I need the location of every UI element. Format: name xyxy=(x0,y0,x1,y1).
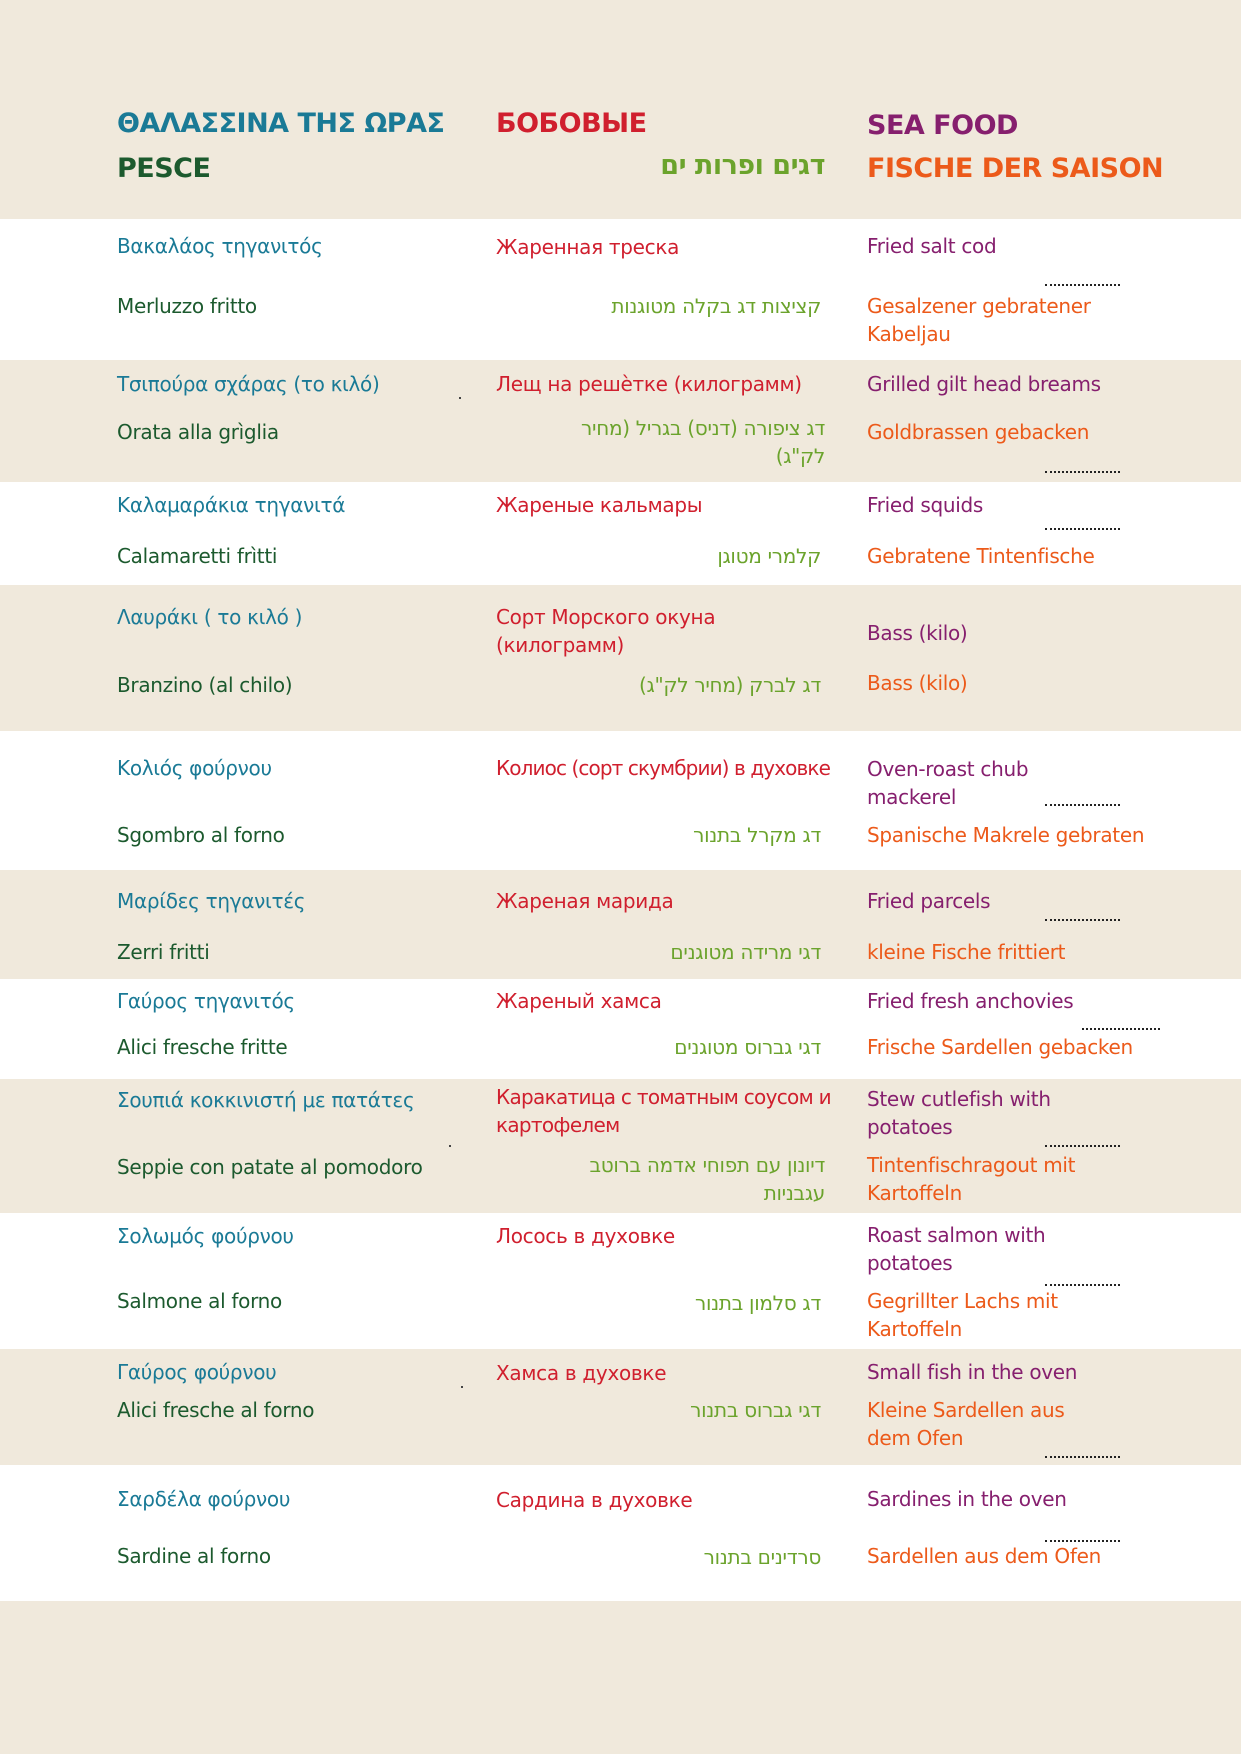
item-name-english: Sardines in the oven xyxy=(867,1487,1067,1511)
item-name-russian: Жареные кальмары xyxy=(496,493,703,517)
header-english: SEA FOOD xyxy=(867,110,1018,141)
price-dots xyxy=(1045,1454,1120,1458)
item-name-hebrew: קלמרי מטוגן xyxy=(717,544,821,568)
item-name-italian: Merluzzo fritto xyxy=(117,294,257,318)
item-name-greek: Γαύρος τηγανιτός xyxy=(117,989,295,1013)
item-name-hebrew: דגי גברוס בתנור xyxy=(690,1398,821,1422)
item-name-greek: Γαύρος φούρνου xyxy=(117,1360,277,1384)
item-name-hebrew: דיונון עם תפוחי אדמה ברוטב עגבניות xyxy=(589,1153,825,1205)
item-name-german: Gebratene Tintenfische xyxy=(867,544,1095,568)
price-dots xyxy=(1045,1538,1120,1542)
item-name-italian: Branzino (al chilo) xyxy=(117,673,293,697)
item-name-russian: Жаренная треска xyxy=(496,235,680,259)
price-dots xyxy=(1045,917,1120,921)
item-name-hebrew: דג סלמון בתנור xyxy=(695,1291,821,1315)
item-name-english: Oven-roast chub mackerel xyxy=(867,757,1029,809)
item-name-german: Bass (kilo) xyxy=(867,671,968,695)
item-name-greek: Κολιός φούρνου xyxy=(117,756,272,780)
item-name-english: Grilled gilt head breams xyxy=(867,372,1101,396)
header-russian: БОБОВЫЕ xyxy=(496,108,647,139)
item-name-german: Goldbrassen gebacken xyxy=(867,420,1090,444)
item-name-greek: Καλαμαράκια τηγανιτά xyxy=(117,493,346,517)
price-dots xyxy=(1045,1143,1120,1147)
item-name-russian: Лосось в духовке xyxy=(496,1224,675,1248)
item-name-italian: Seppie con patate al pomodoro xyxy=(117,1155,423,1179)
item-name-hebrew: דגי גברוס מטוגנים xyxy=(674,1035,821,1059)
item-name-greek: Σαρδέλα φούρνου xyxy=(117,1487,291,1511)
price-dots xyxy=(1045,469,1120,473)
item-name-hebrew: סרדינים בתנור xyxy=(703,1545,821,1569)
price-dots xyxy=(1045,802,1120,806)
item-name-italian: Calamaretti frìtti xyxy=(117,544,278,568)
header-greek: ΘΑΛΑΣΣΙΝΑ ΤΗΣ ΩΡΑΣ xyxy=(117,108,445,139)
item-name-hebrew: דג ציפורה (דניס) בגריל (מחיר לק"ג) xyxy=(581,416,825,468)
item-name-russian: Колиос (сорт скумбрии) в духовке xyxy=(496,756,830,780)
item-name-hebrew: דג מקרל בתנור xyxy=(693,823,821,847)
item-name-english: Fried fresh anchovies xyxy=(867,989,1074,1013)
price-dots xyxy=(1045,1282,1120,1286)
item-name-english: Fried salt cod xyxy=(867,234,997,258)
item-name-italian: Orata alla grìglia xyxy=(117,420,279,444)
item-name-russian: Жареная марида xyxy=(496,889,674,913)
item-name-english: Roast salmon with potatoes xyxy=(867,1223,1046,1275)
item-name-italian: Alici fresche al forno xyxy=(117,1398,315,1422)
item-name-russian: Каракатица с томатным соусом и картофелем xyxy=(496,1085,831,1137)
item-name-german: Sardellen aus dem Ofen xyxy=(867,1544,1101,1568)
price-dots xyxy=(1045,526,1120,530)
item-name-italian: Salmone al forno xyxy=(117,1289,282,1313)
item-name-german: Kleine Sardellen aus dem Ofen xyxy=(867,1398,1065,1450)
price-dots xyxy=(1082,1026,1160,1030)
item-name-russian: Жареный хамса xyxy=(496,989,662,1013)
item-name-italian: Zerri fritti xyxy=(117,940,210,964)
item-name-greek: Σολωμός φούρνου xyxy=(117,1224,294,1248)
price-dots xyxy=(1045,282,1120,286)
item-name-hebrew: קציצות דג בקלה מטוגנות xyxy=(611,294,821,318)
item-name-german: kleine Fische frittiert xyxy=(867,940,1066,964)
item-name-english: Fried squids xyxy=(867,493,984,517)
item-name-german: Gegrillter Lachs mit Kartoffeln xyxy=(867,1289,1058,1341)
header-italian: PESCE xyxy=(117,153,211,184)
item-name-greek: Τσιπούρα σχάρας (το κιλό) xyxy=(117,372,380,396)
item-name-hebrew: דג לברק (מחיר לק"ג) xyxy=(639,673,821,697)
item-name-greek: Βακαλάος τηγανιτός xyxy=(117,234,323,258)
speck xyxy=(449,1145,451,1147)
item-name-russian: Лещ на решѐтке (килограмм) xyxy=(496,372,802,396)
item-name-greek: Μαρίδες τηγανιτές xyxy=(117,889,306,913)
item-name-english: Stew cutlefish with potatoes xyxy=(867,1087,1051,1139)
item-name-italian: Sardine al forno xyxy=(117,1544,271,1568)
speck xyxy=(461,1386,463,1388)
header-german: FISCHE DER SAISON xyxy=(867,153,1164,184)
item-name-russian: Хамса в духовке xyxy=(496,1361,667,1385)
item-name-english: Bass (kilo) xyxy=(867,621,968,645)
item-name-russian: Сардина в духовке xyxy=(496,1488,693,1512)
speck xyxy=(459,397,461,399)
item-name-english: Small fish in the oven xyxy=(867,1360,1078,1384)
item-name-greek: Λαυράκι ( το κιλό ) xyxy=(117,605,303,629)
item-name-english: Fried parcels xyxy=(867,889,991,913)
item-name-greek: Σουπιά κοκκινιστή με πατάτες xyxy=(117,1088,415,1112)
item-name-german: Frische Sardellen gebacken xyxy=(867,1035,1133,1059)
item-name-russian: Сорт Морского окуна (килограмм) xyxy=(496,605,716,657)
header-hebrew: דגים ופרות ים xyxy=(660,150,825,181)
item-name-hebrew: דגי מרידה מטוגנים xyxy=(670,940,821,964)
item-name-german: Tintenfischragout mit Kartoffeln xyxy=(867,1153,1076,1205)
item-name-italian: Sgombro al forno xyxy=(117,823,285,847)
item-name-german: Spanische Makrele gebraten xyxy=(867,823,1145,847)
item-name-italian: Alici fresche fritte xyxy=(117,1035,288,1059)
item-name-german: Gesalzener gebratener Kabeljau xyxy=(867,294,1091,346)
